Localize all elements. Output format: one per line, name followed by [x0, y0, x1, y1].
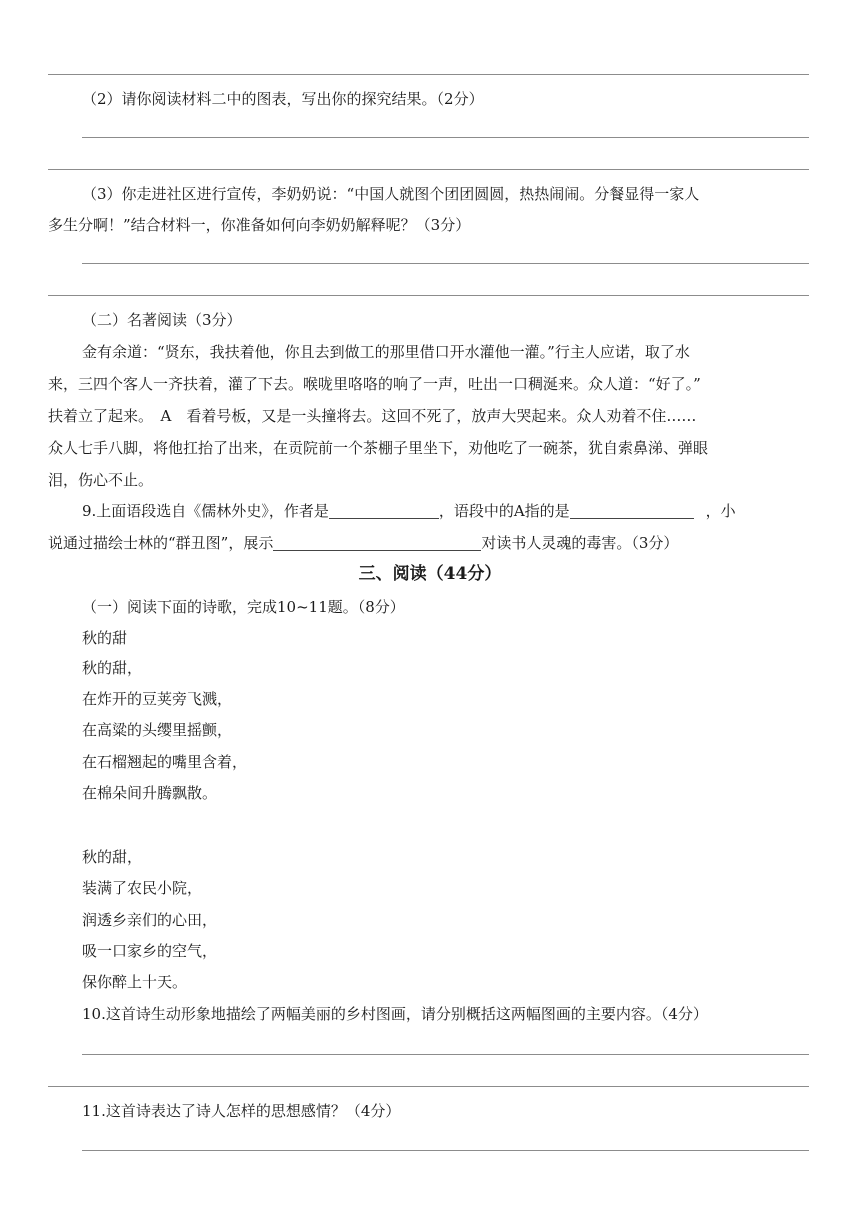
- question-9-line2: [48, 532, 678, 554]
- answer-line[interactable]: [82, 263, 809, 264]
- poem-line: 吸一口家乡的空气，: [82, 942, 218, 960]
- poem-line: 在石榴翘起的嘴里含着，: [82, 753, 248, 771]
- question-8-2: （2）请你阅读材料二中的图表，写出你的探究结果。（2分）: [82, 90, 484, 108]
- answer-line[interactable]: [48, 169, 809, 170]
- question-9-text: ，语段中的A指的是: [438, 502, 570, 520]
- answer-line[interactable]: [82, 137, 809, 138]
- passage-line: 众人七手八脚，将他扛抬了出来，在贡院前一个茶棚子里坐下，劝他吃了一碗茶，犹自索鼻涕、弹眼: [48, 439, 709, 457]
- passage-line: 金有余道：“贤东，我扶着他，你且去到做工的那里借口开水灌他一灌。”行主人应诺，取了水: [82, 343, 690, 361]
- question-9-text: 对读书人灵魂的毒害。（3分）: [481, 534, 679, 552]
- section-3-title: 三、阅读（44分）: [358, 564, 502, 584]
- answer-line[interactable]: [82, 1054, 809, 1055]
- answer-line[interactable]: [82, 1150, 809, 1151]
- question-9-text: ，小: [705, 502, 736, 520]
- question-9-text: 9.上面语段选自《儒林外史》，作者是: [82, 502, 329, 520]
- poem-line: 秋的甜，: [82, 848, 143, 866]
- poem-line: 润透乡亲们的心田，: [82, 911, 218, 929]
- reveal-blank[interactable]: [273, 534, 481, 551]
- passage-line: 泪，伤心不止。: [48, 471, 154, 489]
- poem-instruction: （一）阅读下面的诗歌，完成10~11题。（8分）: [82, 598, 405, 616]
- question-9-line1: [82, 500, 736, 522]
- passage-line: 扶着立了起来。 A 看着号板，又是一头撞将去。这回不死了，放声大哭起来。众人劝着不住……: [48, 407, 697, 425]
- question-9-text: 说通过描绘士林的“群丑图”，展示: [48, 534, 274, 552]
- passage-line: 来，三四个客人一齐扶着，灌了下去。喉咙里咯咯的响了一声，吐出一口稠涎来。众人道：“好了。”: [48, 375, 701, 393]
- question-8-3-line2: 多生分啊！”结合材料一，你准备如何向李奶奶解释呢？（3分）: [48, 216, 471, 234]
- section-2-title: （二）名著阅读（3分）: [82, 311, 242, 329]
- poem-line: 在炸开的豆荚旁飞溅，: [82, 690, 233, 708]
- poem-line: 秋的甜，: [82, 659, 143, 677]
- answer-line[interactable]: [48, 1086, 809, 1087]
- poem-line: 保你醉上十天。: [82, 973, 188, 991]
- question-10: 10.这首诗生动形象地描绘了两幅美丽的乡村图画，请分别概括这两幅图画的主要内容。（4分）: [82, 1005, 708, 1023]
- poem-line: 装满了农民小院，: [82, 879, 203, 897]
- question-8-3-line1: （3）你走进社区进行宣传，李奶奶说：“中国人就图个团团圆圆，热热闹闹。分餐显得一家人: [82, 185, 700, 203]
- poem-line: 在高粱的头缨里摇颤，: [82, 721, 233, 739]
- a-refers-blank[interactable]: [570, 502, 694, 519]
- poem-title: 秋的甜: [82, 629, 128, 647]
- answer-line[interactable]: [48, 295, 809, 296]
- answer-line[interactable]: [48, 74, 809, 75]
- author-blank[interactable]: [329, 502, 439, 519]
- poem-line: 在棉朵间升腾飘散。: [82, 784, 218, 802]
- question-11: 11.这首诗表达了诗人怎样的思想感情？（4分）: [82, 1102, 401, 1120]
